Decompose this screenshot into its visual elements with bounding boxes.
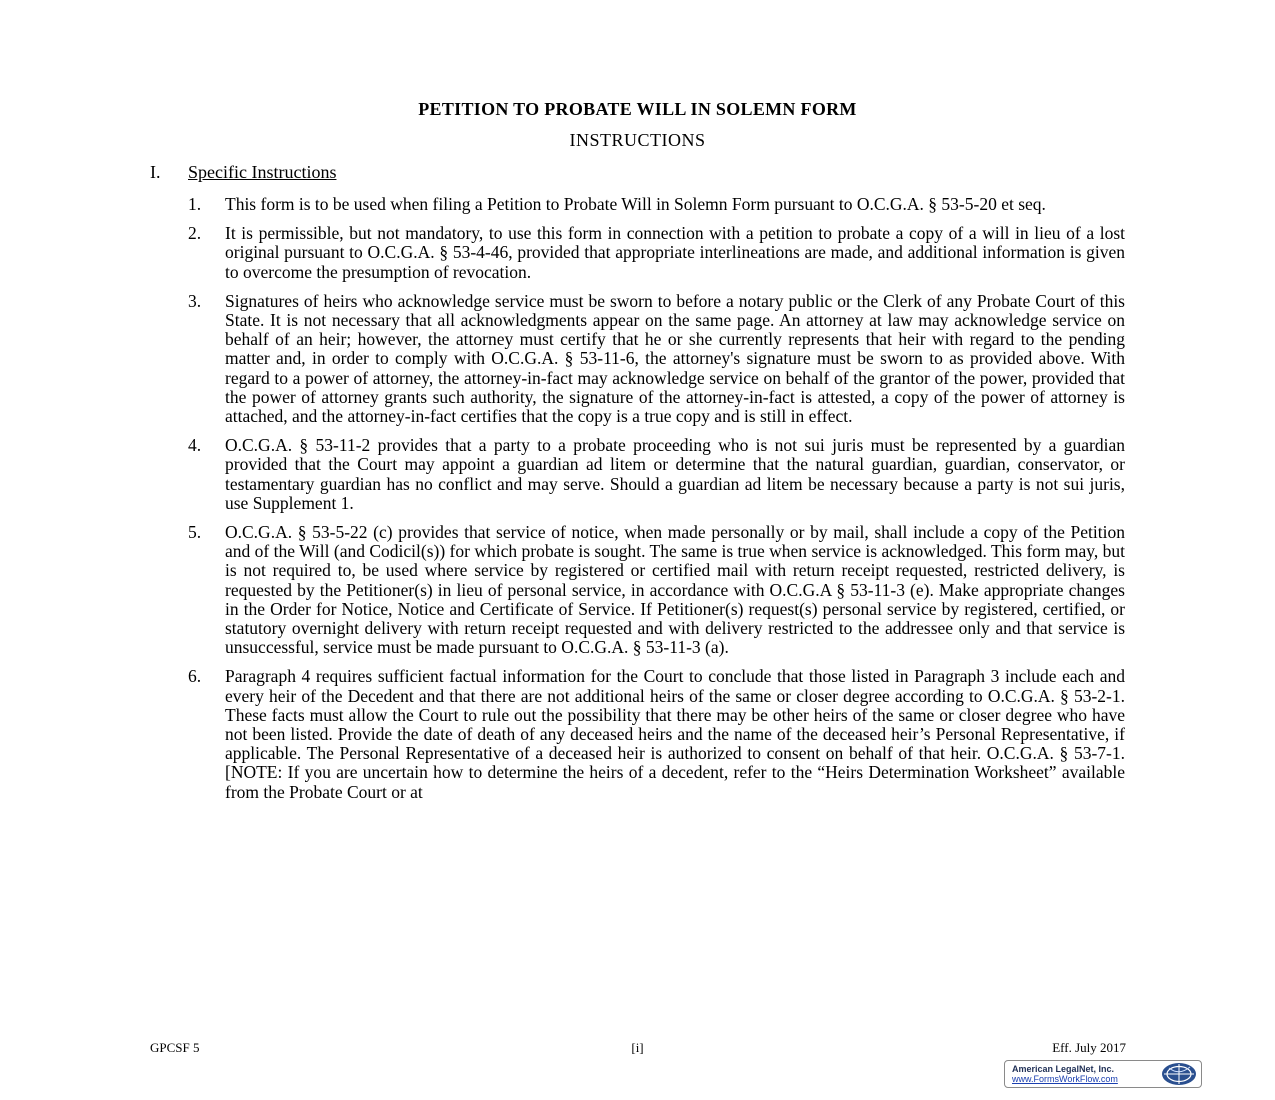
- item-text: This form is to be used when filing a Petition to Probate Will in Solemn Form pursuant to O.C.G.A. § 53-5-20 et seq.: [225, 194, 1046, 214]
- item-text: Signatures of heirs who acknowledge service must be sworn to before a notary public or the Clerk of any Probate Court of this State. It is not necessary that all acknowledgments appear on the same page. An attorney at law may acknowledge service on behalf of an heir; however, the attorney must certify that he or she currently represents that heir with regard to the pending matter and, in order to comply with O.C.G.A. § 53-11-6, the attorney's signature must be sworn to as provided above. With regard to a power of attorney, the attorney-in-fact may acknowledge service on behalf of the grantor of the power, provided that the power of attorney grants such authority, the signature of the attorney-in-fact is attested, a copy of the power of attorney is attached, and the attorney-in-fact certifies that the copy is a true copy and is still in effect.: [225, 290, 1125, 427]
- instruction-item: [188, 292, 1125, 426]
- footer-effective-date: Eff. July 2017: [1052, 1040, 1126, 1055]
- instruction-item: [188, 523, 1125, 657]
- section-heading: [150, 162, 336, 183]
- logo-company-name: American LegalNet, Inc.: [1012, 1064, 1115, 1074]
- item-number: 3.: [188, 290, 202, 311]
- section-number: I.: [150, 162, 161, 182]
- item-number: 5.: [188, 522, 202, 543]
- instructions-list: [188, 195, 1125, 812]
- item-text: O.C.G.A. § 53-11-2 provides that a party to a probate proceeding who is not sui juris must be represented by a guardian provided that the Court may appoint a guardian ad litem or determine that the natural guardian, guardian, conservator, or testamentary guardian has no conflict and may serve. Should a guardian ad litem be necessary because a party is not sui juris, use Supplement 1.: [225, 435, 1125, 513]
- item-number: 6.: [188, 666, 202, 687]
- item-number: 1.: [188, 194, 202, 214]
- globe-icon: [1160, 1062, 1198, 1086]
- instruction-item: [188, 436, 1125, 513]
- section-title: Specific Instructions: [188, 162, 337, 182]
- logo-website-link[interactable]: www.FormsWorkFlow.com: [1012, 1074, 1118, 1084]
- footer-page-number: [i]: [631, 1040, 644, 1055]
- instruction-item: [188, 667, 1125, 801]
- instruction-item: [188, 195, 1125, 214]
- footer-form-code: GPCSF 5: [150, 1040, 200, 1055]
- publisher-logo[interactable]: [1004, 1060, 1202, 1088]
- item-number: 4.: [188, 435, 202, 456]
- document-title: PETITION TO PROBATE WILL IN SOLEMN FORM: [418, 99, 857, 119]
- item-text: Paragraph 4 requires sufficient factual information for the Court to conclude that those listed in Paragraph 3 include each and every heir of the Decedent and that there are not additional heirs of the same or closer degree according to O.C.G.A. § 53-2-1. These facts must allow the Court to rule out the possibility that there may be other heirs of the same or closer degree who have not been listed. Provide the date of death of any deceased heirs and the name of the deceased heir’s Personal Representative, if applicable. The Personal Representative of a deceased heir is authorized to consent on behalf of that heir. O.C.G.A. § 53-7-1. [NOTE: If you are uncertain how to determine the heirs of a decedent, refer to the “Heirs Determination Worksheet” available from the Probate Court or at: [225, 666, 1125, 802]
- item-text: O.C.G.A. § 53-5-22 (c) provides that service of notice, when made personally or by mail, shall include a copy of the Petition and of the Will (and Codicil(s)) for which probate is sought. The same is true when service is acknowledged. This form may, but is not required to, be used where service by registered or certified mail with return receipt requested, restricted delivery, is requested by the Petitioner(s) in lieu of personal service, in accordance with O.C.G.A § 53-11-3 (e). Make appropriate changes in the Order for Notice, Notice and Certificate of Service. If Petitioner(s) request(s) personal service by registered, certified, or statutory overnight delivery with return receipt requested and with delivery restricted to the addressee only and that service is unsuccessful, service must be made pursuant to O.C.G.A. § 53-11-3 (a).: [225, 522, 1125, 658]
- document-subtitle: INSTRUCTIONS: [569, 130, 706, 150]
- instruction-item: [188, 224, 1125, 282]
- item-number: 2.: [188, 223, 202, 244]
- item-text: It is permissible, but not mandatory, to use this form in connection with a petition to probate a copy of a will in lieu of a lost original pursuant to O.C.G.A. § 53-4-46, provided that appropriate interlineations are made, and additional information is given to overcome the presumption of revocation.: [225, 223, 1125, 282]
